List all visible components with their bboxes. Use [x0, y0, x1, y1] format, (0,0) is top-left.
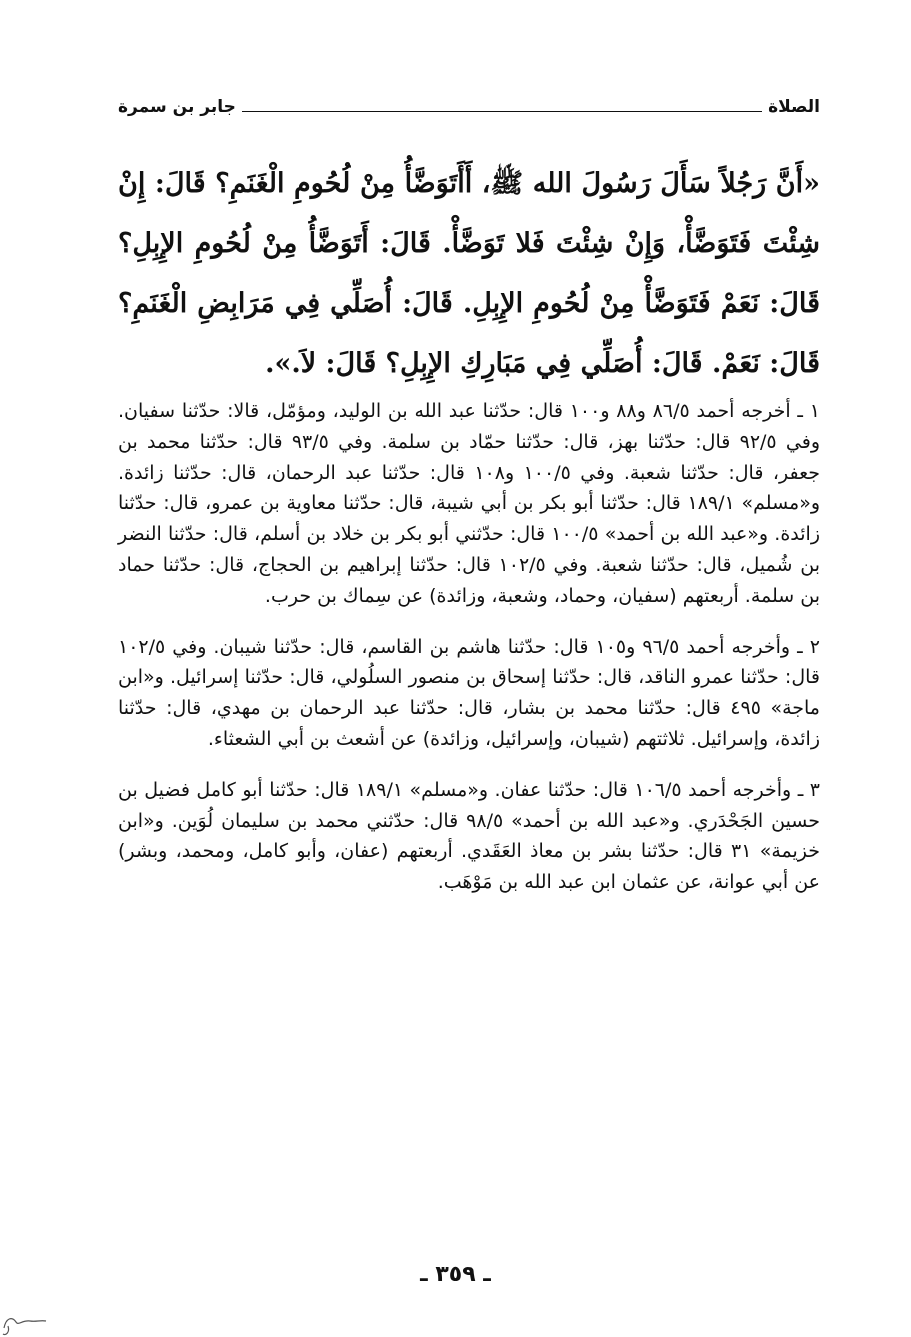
running-header	[118, 96, 820, 118]
note-3: ٣ ـ وأخرجه أحمد ١٠٦/٥ قال: حدّثنا عفان. و«مسلم» ١٨٩/١ قال: حدّثنا أبو كامل فضيل بن حسين الجَحْدَري. و«عبد الله بن أحمد» ٩٨/٥ قال: حدّثني محمد بن سليمان لُوَين. و«ابن خزيمة» ٣١ قال: حدّثنا بشر بن معاذ العَقَدي. أربعتهم (عفان، وأبو كامل، ومحمد، وبشر) عن أبي عوانة، عن عثمان ابن عبد الله بن مَوْهَب.	[118, 778, 821, 894]
page-number: ـ ٣٥٩ ـ	[420, 1262, 491, 1287]
chapter-title: الصلاة	[768, 97, 820, 117]
hadith-text: «أَنَّ رَجُلاً سَأَلَ رَسُولَ الله ﷺ، أَأَتَوَضَّأُ مِنْ لُحُومِ الْغَنَمِ؟ قَالَ: إِنْ شِئْتَ فَتَوَضَّأْ، وَإِنْ شِئْتَ فَلا تَوَضَّأْ. قَالَ: أَتَوَضَّأُ مِنْ لُحُومِ الإِبِلِ؟ قَالَ: نَعَمْ فَتَوَضَّأْ مِنْ لُحُومِ الإِبِلِ. قَالَ: أُصَلِّي فِي مَرَابِضِ الْغَنَمِ؟ قَالَ: نَعَمْ. قَالَ: أُصَلِّي فِي مَبَارِكِ الإِبِلِ؟ قَالَ: لاَ.».	[118, 168, 820, 379]
narrator-title: جابر بن سمرة	[118, 97, 236, 117]
page-body	[118, 96, 820, 918]
takhrij-notes	[118, 396, 820, 898]
header-rule	[242, 111, 762, 112]
margin-scribble-icon	[0, 1290, 60, 1337]
note-2: ٢ ـ وأخرجه أحمد ٩٦/٥ و١٠٥ قال: حدّثنا هاشم بن القاسم، قال: حدّثنا شيبان. وفي ١٠٢/٥ قال: حدّثنا عمرو الناقد، قال: حدّثنا إسحاق بن منصور السلُولي، قال: حدّثنا إسرائيل. و«ابن ماجة» ٤٩٥ قال: حدّثنا محمد بن بشار، قال: حدّثنا عبد الرحمان بن مهدي، قال: حدّثنا زائدة، وإسرائيل. ثلاثتهم (شيبان، وإسرائيل، وزائدة) عن أشعث بن أبي الشعثاء.	[118, 635, 820, 750]
note-1: ١ ـ أخرجه أحمد ٨٦/٥ و٨٨ و١٠٠ قال: حدّثنا عبد الله بن الوليد، ومؤمّل، قالا: حدّثنا سفيان. وفي ٩٢/٥ قال: حدّثنا بهز، قال: حدّثنا حمّاد بن سلمة. وفي ٩٣/٥ قال: حدّثنا محمد بن جعفر، قال: حدّثنا شعبة. وفي ١٠٠/٥ و١٠٨ قال: حدّثنا عبد الرحمان، قال: حدّثنا زائدة. و«مسلم» ١٨٩/١ قال: حدّثنا أبو بكر بن أبي شيبة، قال: حدّثنا معاوية بن عمرو، قال: حدّثنا زائدة. و«عبد الله بن أحمد» ١٠٠/٥ قال: حدّثني أبو بكر بن خلاد بن أسلم، قال: حدّثنا النضر بن شُميل، قال: حدّثنا شعبة. وفي ١٠٢/٥ قال: حدّثنا إبراهيم بن الحجاج، قال: حدّثنا حماد بن سلمة. أربعتهم (سفيان، وحماد، وشعبة، وزائدة) عن سِماك بن حرب.	[118, 400, 820, 607]
